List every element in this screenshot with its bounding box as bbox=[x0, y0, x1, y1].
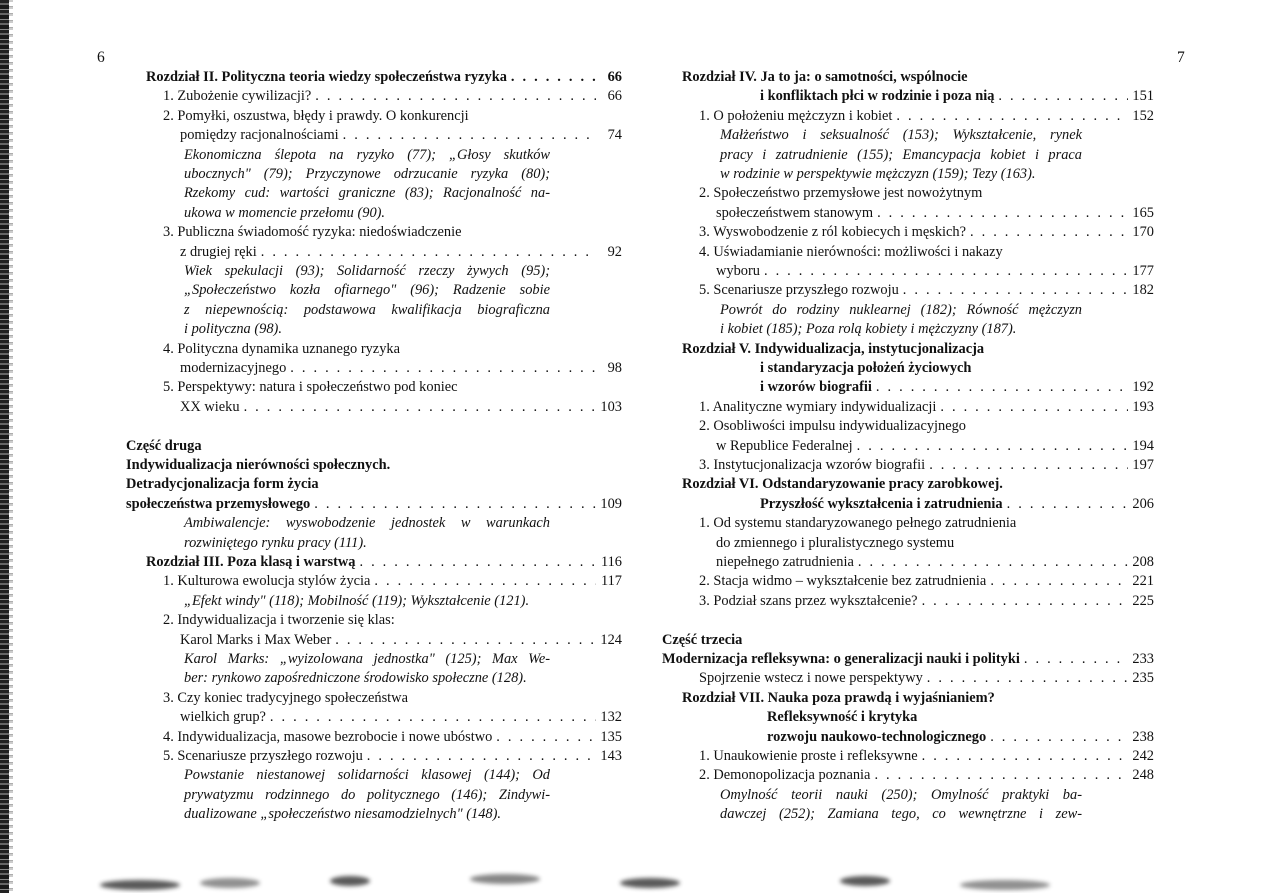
toc-entry-line: 4. Polityczna dynamika uznanego ryzyka bbox=[163, 340, 400, 357]
toc-entry-chapter-3: Rozdział III. Poza klasą i warstwą . . . 116 bbox=[146, 553, 622, 572]
toc-subtopics: rozwiniętego rynku pracy (111). bbox=[184, 534, 367, 551]
toc-entry-line: do zmiennego i pluralistycznego systemu bbox=[716, 534, 955, 551]
toc-entry-line: 2. Osobliwości impulsu indywidualizacyjnego bbox=[699, 418, 966, 435]
toc-entry: 1. O położeniu mężczyzn i kobiet . . . 152 bbox=[699, 107, 1154, 126]
toc-entry: Spojrzenie wstecz i nowe perspektywy . . . 235 bbox=[699, 669, 1154, 688]
toc-subtopics: dawczej (252); Zamiana tego, co wewnętrzne i zew- bbox=[720, 806, 1082, 823]
toc-entry: Karol Marks i Max Weber . . . 124 bbox=[180, 631, 622, 650]
toc-entry-chapter-2: Rozdział II. Polityczna teoria wiedzy społeczeństwa ryzyka . . . 66 bbox=[146, 68, 622, 87]
toc-subtopics: ber: rynkowo zapośredniczone środowisko społeczne (128). bbox=[184, 670, 527, 687]
toc-entry-line: 2. Indywidualizacja i tworzenie się klas: bbox=[163, 612, 395, 629]
toc-subtopics: Omylność teorii nauki (250); Omylność praktyki ba- bbox=[720, 786, 1082, 803]
toc-entry: z drugiej ręki . . . 92 bbox=[180, 243, 622, 262]
toc-entry: 3. Wyswobodzenie z ról kobiecych i męskich? . . . 170 bbox=[699, 223, 1154, 242]
toc-subtopics: pracy i zatrudnienie (155); Emancypacja kobiet i praca bbox=[720, 146, 1082, 163]
toc-subtopics: Karol Marks: „wyizolowana jednostka" (125); Max We- bbox=[184, 651, 550, 667]
part-two-title: Detradycjonalizacja form życia bbox=[126, 476, 319, 493]
toc-subtopics: Ambiwalencje: wyswobodzenie jednostek w warunkach bbox=[184, 515, 550, 532]
toc-entry: 3. Instytucjonalizacja wzorów biografii . . . 197 bbox=[699, 456, 1154, 475]
part-two-title: Indywidualizacja nierówności społecznych. bbox=[126, 457, 391, 473]
toc-entry-line: 1. Od systemu standaryzowanego pełnego zatrudnienia bbox=[699, 515, 1017, 532]
toc-entry: 2. Demonopolizacja poznania . . . 248 bbox=[699, 766, 1154, 785]
chapter-7-title: Rozdział VII. Nauka poza prawdą i wyjaśnianiem? bbox=[682, 689, 995, 706]
toc-entry: modernizacyjnego . . . 98 bbox=[180, 359, 622, 378]
toc-entry-part-3: Modernizacja refleksywna: o generalizacji nauki i polityki . . . 233 bbox=[662, 650, 1154, 669]
part-two-label: Część druga bbox=[126, 437, 202, 454]
toc-entry: 2. Stacja widmo – wykształcenie bez zatrudnienia . . . 221 bbox=[699, 572, 1154, 591]
toc-entry: 5. Scenariusze przyszłego rozwoju . . . 143 bbox=[163, 747, 622, 766]
toc-subtopics: „Społeczeństwo kozła ofiarnego" (96); Radzenie sobie bbox=[184, 282, 550, 299]
chapter-4-title: Rozdział IV. Ja to ja: o samotności, wspólnocie bbox=[682, 69, 968, 85]
toc-subtopics: Małżeństwo i seksualność (153); Wykształcenie, rynek bbox=[720, 127, 1082, 144]
toc-subtopics: Powstanie niestanowej solidarności klasowej (144); Od bbox=[184, 767, 550, 784]
scan-smudge bbox=[200, 878, 260, 888]
scan-smudge bbox=[840, 876, 890, 886]
toc-entry: społeczeństwem stanowym . . . 165 bbox=[716, 204, 1154, 223]
toc-subtopics: ubocznych" (79); Przyczynowe odrzucanie ryzyka (80); bbox=[184, 166, 550, 182]
toc-entry-chapter-5: i wzorów biografii . . . 192 bbox=[760, 378, 1154, 397]
toc-entry-line: 4. Uświadamianie nierówności: możliwości i nakazy bbox=[699, 243, 1003, 260]
toc-entry: wyboru . . . 177 bbox=[716, 262, 1154, 281]
toc-subtopics: i kobiet (185); Poza rolą kobiety i mężczyzny (187). bbox=[720, 321, 1017, 338]
toc-entry-chapter-6: Przyszłość wykształcenia i zatrudnienia . . . 206 bbox=[760, 495, 1154, 514]
toc-subtopics: Ekonomiczna ślepota na ryzyko (77); „Głosy skutków bbox=[184, 146, 550, 163]
toc-entry-line: 2. Pomyłki, oszustwa, błędy i prawdy. O konkurencji bbox=[163, 107, 469, 124]
toc-entry: wielkich grup? . . . 132 bbox=[180, 708, 622, 727]
scan-smudge bbox=[960, 880, 1050, 890]
toc-entry: 5. Scenariusze przyszłego rozwoju . . . 182 bbox=[699, 281, 1154, 300]
toc-entry: XX wieku . . . 103 bbox=[180, 398, 622, 417]
toc-entry: pomiędzy racjonalnościami . . . 74 bbox=[180, 126, 622, 145]
toc-subtopics: z niepewnością: podstawowa kwalifikacja biograficzna bbox=[184, 301, 550, 318]
toc-entry-line: 5. Perspektywy: natura i społeczeństwo pod koniec bbox=[163, 379, 458, 396]
toc-subtopics: Powrót do rodziny nuklearnej (182); Równość mężczyzn bbox=[720, 301, 1082, 318]
toc-entry: 1. Analityczne wymiary indywidualizacji . . . 193 bbox=[699, 398, 1154, 417]
toc-entry: 3. Podział szans przez wykształcenie? . . . 225 bbox=[699, 592, 1154, 611]
scan-smudge bbox=[330, 876, 370, 886]
toc-subtopics: Rzekomy cud: wartości graniczne (83); Racjonalność na- bbox=[184, 185, 550, 202]
toc-entry: 1. Kulturowa ewolucja stylów życia . . . 117 bbox=[163, 572, 622, 591]
book-spine-shadow bbox=[0, 0, 9, 893]
chapter-5-title: Rozdział V. Indywidualizacja, instytucjonalizacja bbox=[682, 340, 985, 357]
scan-smudge bbox=[470, 874, 540, 884]
book-spine-edge bbox=[9, 0, 13, 893]
toc-entry-line: 2. Społeczeństwo przemysłowe jest nowożytnym bbox=[699, 185, 983, 202]
left-page-number: 6 bbox=[97, 49, 105, 66]
toc-entry-line: 3. Czy koniec tradycyjnego społeczeństwa bbox=[163, 689, 408, 706]
toc-entry: 1. Zubożenie cywilizacji? . . . 66 bbox=[163, 87, 622, 106]
toc-entry: 4. Indywidualizacja, masowe bezrobocie i nowe ubóstwo . . . 135 bbox=[163, 728, 622, 747]
right-page-number: 7 bbox=[1177, 49, 1185, 66]
chapter-5-title: i standaryzacja położeń życiowych bbox=[760, 360, 972, 376]
toc-entry: niepełnego zatrudnienia . . . 208 bbox=[716, 553, 1154, 572]
toc-subtopics: „Efekt windy" (118); Mobilność (119); Wykształcenie (121). bbox=[184, 592, 530, 609]
toc-subtopics: Wiek spekulacji (93); Solidarność rzeczy żywych (95); bbox=[184, 263, 550, 279]
toc-subtopics: prywatyzmu rodzinnego do politycznego (146); Zindywi- bbox=[184, 786, 550, 803]
toc-entry: w Republice Federalnej . . . 194 bbox=[716, 437, 1154, 456]
toc-subtopics: dualizowane „społeczeństwo niesamodzielnych" (148). bbox=[184, 806, 502, 823]
chapter-6-title: Rozdział VI. Odstandaryzowanie pracy zarobkowej. bbox=[682, 476, 1003, 493]
part-three-label: Część trzecia bbox=[662, 631, 743, 648]
toc-entry-part-2: społeczeństwa przemysłowego . . . 109 bbox=[126, 495, 622, 514]
toc-entry-chapter-7: rozwoju naukowo-technologicznego . . . 238 bbox=[767, 728, 1154, 747]
toc-entry: 1. Unaukowienie proste i refleksywne . . . 242 bbox=[699, 747, 1154, 766]
scan-smudge bbox=[100, 880, 180, 890]
scan-smudge bbox=[620, 878, 680, 888]
chapter-7-title: Refleksywność i krytyka bbox=[767, 709, 918, 726]
toc-entry-line: 3. Publiczna świadomość ryzyka: niedoświadczenie bbox=[163, 224, 462, 241]
toc-subtopics: w rodzinie w perspektywie mężczyzn (159); Tezy (163). bbox=[720, 166, 1036, 182]
toc-subtopics: ukowa w momencie przełomu (90). bbox=[184, 204, 386, 221]
toc-subtopics: i polityczna (98). bbox=[184, 321, 282, 338]
toc-entry-chapter-4: i konfliktach płci w rodzinie i poza nią . . . 151 bbox=[760, 87, 1154, 106]
